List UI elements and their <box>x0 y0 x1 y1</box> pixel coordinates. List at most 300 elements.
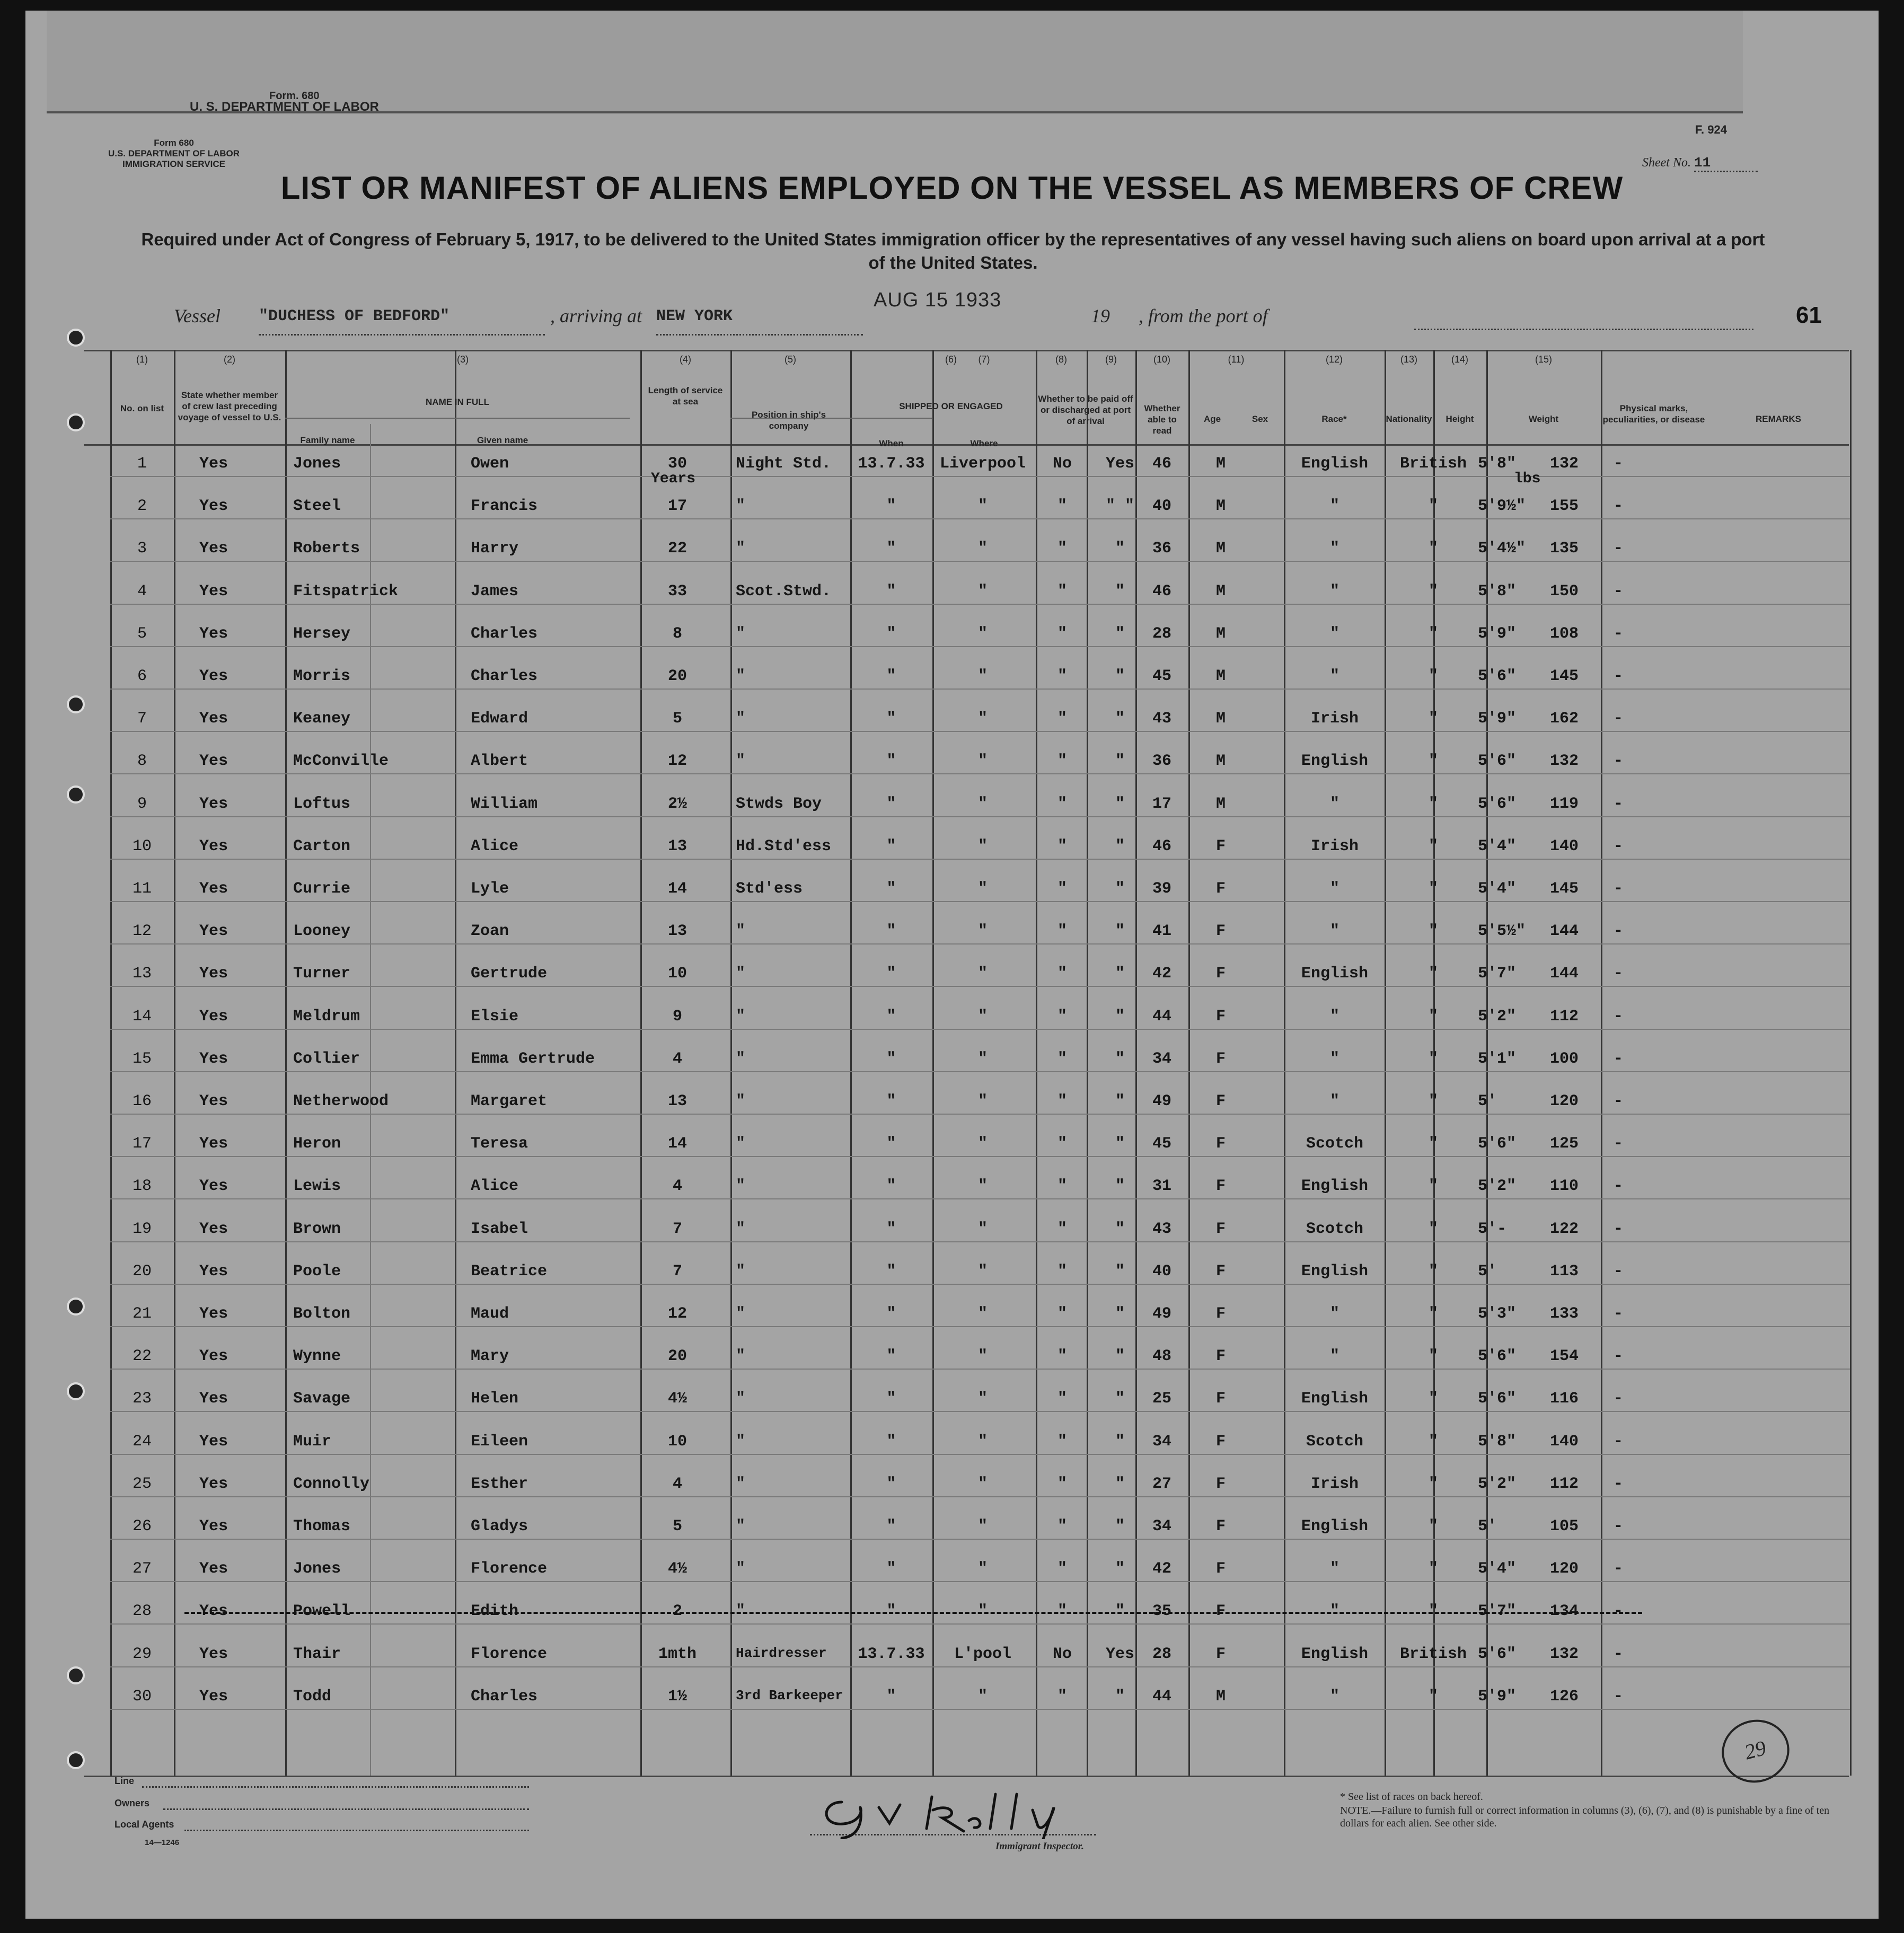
cell-age: 40 <box>1152 1263 1171 1281</box>
row-rule <box>110 1581 1850 1582</box>
footer-agents-field <box>184 1830 529 1831</box>
cell-where: " <box>977 1305 988 1323</box>
form-dept: U.S. DEPARTMENT OF LABOR <box>108 148 240 158</box>
cell-family-name: Looney <box>293 922 351 940</box>
column-number: (4) <box>680 354 691 365</box>
cell-physical: - <box>1613 1008 1623 1026</box>
cell-member: Yes <box>199 922 228 940</box>
cell-weight: 116 <box>1549 1390 1579 1408</box>
arriving-label: , arriving at <box>550 305 642 326</box>
cell-race: " <box>1329 582 1339 601</box>
strike-through-row-28 <box>184 1612 1642 1616</box>
cell-given-name: Charles <box>471 667 538 685</box>
cell-read: " <box>1115 1305 1125 1323</box>
page-title: LIST OR MANIFEST OF ALIENS EMPLOYED ON THE VESSEL AS MEMBERS OF CREW <box>280 170 1624 206</box>
header-race: Race* <box>1321 414 1347 424</box>
cell-read: Yes <box>1105 455 1134 473</box>
cell-member: Yes <box>199 1220 228 1238</box>
cell-height: 5'8" <box>1478 455 1517 473</box>
cell-read: " <box>1115 667 1125 685</box>
cell-physical: - <box>1613 1135 1623 1153</box>
cell-height: 5'6" <box>1478 667 1517 685</box>
cell-sex: F <box>1215 880 1226 898</box>
cell-paid-off: " <box>1057 1602 1067 1620</box>
cell-length: 13 <box>667 922 687 940</box>
cell-sex: F <box>1215 1050 1226 1068</box>
cell-nationality: " <box>1428 1390 1438 1408</box>
header-read: Whether able to read <box>1144 403 1180 436</box>
cell-sex: F <box>1215 1560 1226 1578</box>
cell-weight: 162 <box>1549 710 1579 728</box>
cell-height: 5'7" <box>1478 965 1517 983</box>
row-rule <box>110 604 1850 605</box>
cell-race: Scotch <box>1306 1220 1364 1238</box>
cell-nationality: " <box>1428 1347 1438 1365</box>
cell-member: Yes <box>199 1390 228 1408</box>
cell-length: 5 <box>672 710 682 728</box>
cell-family-name: Muir <box>293 1433 332 1451</box>
cell-given-name: Elsie <box>471 1008 519 1026</box>
cell-length: 33 <box>667 582 687 601</box>
cell-given-name: Alice <box>471 837 519 855</box>
table-bottom-border <box>84 1776 1849 1777</box>
cell-paid-off: " <box>1057 1347 1067 1365</box>
cell-weight: 144 <box>1549 922 1579 940</box>
cell-height: 5'2" <box>1478 1008 1517 1026</box>
cell-paid-off: " <box>1057 1092 1067 1110</box>
cell-no: 6 <box>137 667 147 685</box>
cell-given-name: Mary <box>471 1347 509 1365</box>
cell-when: " <box>886 1008 896 1026</box>
column-number: (10) <box>1153 354 1170 365</box>
cell-where: " <box>977 1263 988 1281</box>
cell-position: " <box>736 1050 746 1068</box>
cell-no: 11 <box>132 880 152 898</box>
cell-given-name: Florence <box>471 1560 548 1578</box>
cell-when: " <box>886 1517 896 1535</box>
header-no: No. on list <box>120 403 164 413</box>
cell-when: " <box>886 880 896 898</box>
cell-read: " <box>1115 1602 1125 1620</box>
cell-where: " <box>977 540 988 558</box>
column-number: (6) <box>945 354 957 365</box>
cell-member: Yes <box>199 582 228 601</box>
cell-weight: 155 <box>1549 497 1579 515</box>
cell-race: Scotch <box>1306 1433 1364 1451</box>
header-length: Length of service at sea <box>648 385 723 407</box>
cell-height: 5'6" <box>1478 1347 1517 1365</box>
cell-length: 7 <box>672 1220 682 1238</box>
cell-no: 25 <box>132 1475 152 1493</box>
cell-given-name: Gladys <box>471 1517 528 1535</box>
cell-length: 4 <box>672 1177 682 1195</box>
cell-weight: 132 <box>1549 1645 1579 1663</box>
cell-weight: 120 <box>1549 1092 1579 1110</box>
cell-where: " <box>977 1517 988 1535</box>
cell-age: 28 <box>1152 625 1171 643</box>
cell-sex: M <box>1215 625 1226 643</box>
cell-race: Irish <box>1310 1475 1359 1493</box>
cell-position: " <box>736 1092 746 1110</box>
stub-form: Form. 680 <box>269 90 320 102</box>
cell-when: " <box>886 667 896 685</box>
column-divider <box>730 350 732 1776</box>
cell-read: " <box>1115 837 1125 855</box>
cell-weight: 133 <box>1549 1305 1579 1323</box>
cell-given-name: Eileen <box>471 1433 528 1451</box>
arrival-port: NEW YORK <box>656 307 863 336</box>
cell-member: Yes <box>199 1008 228 1026</box>
row-rule <box>110 1411 1850 1412</box>
cell-paid-off: " <box>1057 922 1067 940</box>
cell-sex: F <box>1215 1433 1226 1451</box>
cell-member: Yes <box>199 1433 228 1451</box>
cell-where: " <box>977 625 988 643</box>
cell-age: 44 <box>1152 1688 1171 1706</box>
form-code: F. 924 <box>1695 123 1727 136</box>
cell-where: " <box>977 752 988 770</box>
cell-age: 45 <box>1152 667 1171 685</box>
cell-read: " <box>1115 1220 1125 1238</box>
row-rule <box>110 901 1850 902</box>
cell-paid-off: " <box>1057 625 1067 643</box>
cell-no: 22 <box>132 1347 152 1365</box>
from-port-label: , from the port of <box>1139 305 1268 326</box>
cell-when: " <box>886 1135 896 1153</box>
cell-physical: - <box>1613 710 1623 728</box>
cell-age: 42 <box>1152 1560 1171 1578</box>
cell-length: 1mth <box>658 1645 697 1663</box>
form-number: Form 680 <box>154 138 194 148</box>
cell-given-name: James <box>471 582 519 601</box>
cell-where: " <box>977 667 988 685</box>
cell-position: " <box>736 922 746 940</box>
cell-read: " <box>1115 922 1125 940</box>
table-top-border <box>84 350 1849 351</box>
cell-height: 5'4½" <box>1478 540 1526 558</box>
row-rule <box>110 773 1850 774</box>
cell-given-name: William <box>471 795 538 813</box>
cell-given-name: Beatrice <box>471 1263 548 1281</box>
cell-family-name: Wynne <box>293 1347 341 1365</box>
cell-age: 49 <box>1152 1305 1171 1323</box>
cell-sex: M <box>1215 710 1226 728</box>
cell-read: " <box>1115 1263 1125 1281</box>
cell-no: 20 <box>132 1263 152 1281</box>
cell-no: 26 <box>132 1517 152 1535</box>
cell-height: 5'5½" <box>1478 922 1526 940</box>
cell-nationality: " <box>1428 1008 1438 1026</box>
cell-no: 24 <box>132 1433 152 1451</box>
cell-physical: - <box>1613 1688 1623 1706</box>
column-divider <box>285 350 287 1776</box>
cell-height: 5'6" <box>1478 1390 1517 1408</box>
signature-svg <box>810 1786 1096 1839</box>
cell-given-name: Edith <box>471 1602 519 1620</box>
inspector-label: Immigrant Inspector. <box>995 1841 1084 1852</box>
cell-nationality: " <box>1428 1135 1438 1153</box>
cell-position: " <box>736 497 746 515</box>
cell-read: " <box>1115 1475 1125 1493</box>
cell-physical: - <box>1613 1177 1623 1195</box>
cell-race: English <box>1301 1517 1369 1535</box>
cell-sex: F <box>1215 1390 1226 1408</box>
cell-member: Yes <box>199 1050 228 1068</box>
cell-race: " <box>1329 880 1339 898</box>
cell-when: " <box>886 922 896 940</box>
cell-age: 46 <box>1152 837 1171 855</box>
cell-read: " <box>1115 625 1125 643</box>
cell-race: English <box>1301 1645 1369 1663</box>
cell-sex: M <box>1215 497 1226 515</box>
cell-nationality: " <box>1428 965 1438 983</box>
row-rule <box>110 1114 1850 1115</box>
cell-given-name: Albert <box>471 752 528 770</box>
cell-no: 1 <box>137 455 147 473</box>
cell-length: 7 <box>672 1263 682 1281</box>
row-rule <box>110 1029 1850 1030</box>
column-divider <box>1601 350 1602 1776</box>
cell-race: English <box>1301 1390 1369 1408</box>
cell-weight: 113 <box>1549 1263 1579 1281</box>
header-when: When <box>879 438 904 448</box>
cell-weight: 122 <box>1549 1220 1579 1238</box>
cell-age: 44 <box>1152 1008 1171 1026</box>
row-rule <box>110 518 1850 519</box>
header-height: Height <box>1445 414 1474 424</box>
cell-position: " <box>736 1220 746 1238</box>
cell-given-name: Harry <box>471 540 519 558</box>
cell-when: " <box>886 795 896 813</box>
cell-nationality: " <box>1428 710 1438 728</box>
cell-when: " <box>886 1433 896 1451</box>
cell-paid-off: " <box>1057 1305 1067 1323</box>
column-divider <box>1284 350 1285 1776</box>
cell-nationality: " <box>1428 1688 1438 1706</box>
cell-weight: 100 <box>1549 1050 1579 1068</box>
row-rule <box>110 1198 1850 1199</box>
cell-member: Yes <box>199 880 228 898</box>
cell-age: 28 <box>1152 1645 1171 1663</box>
cell-age: 25 <box>1152 1390 1171 1408</box>
cell-physical: - <box>1613 625 1623 643</box>
cell-height: 5'6" <box>1478 1645 1517 1663</box>
cell-family-name: Meldrum <box>293 1008 360 1026</box>
cell-when: " <box>886 625 896 643</box>
cell-physical: - <box>1613 965 1623 983</box>
cell-height: 5'6" <box>1478 1135 1517 1153</box>
cell-no: 8 <box>137 752 147 770</box>
column-number: (2) <box>224 354 235 365</box>
cell-physical: - <box>1613 540 1623 558</box>
row-rule <box>110 1156 1850 1157</box>
footer-code: 14—1246 <box>145 1838 180 1847</box>
cell-nationality: " <box>1428 752 1438 770</box>
cell-length: 22 <box>667 540 687 558</box>
cell-race: English <box>1301 455 1369 473</box>
cell-where: " <box>977 1092 988 1110</box>
cell-nationality: " <box>1428 1475 1438 1493</box>
cell-sex: F <box>1215 837 1226 855</box>
cell-age: 48 <box>1152 1347 1171 1365</box>
cell-height: 5'8" <box>1478 582 1517 601</box>
cell-weight: 145 <box>1549 667 1579 685</box>
cell-given-name: Edward <box>471 710 528 728</box>
cell-member: Yes <box>199 1645 228 1663</box>
cell-given-name: Alice <box>471 1177 519 1195</box>
cell-position: " <box>736 1517 746 1535</box>
cell-when: " <box>886 1220 896 1238</box>
cell-where: " <box>977 1433 988 1451</box>
row-rule <box>110 1326 1850 1327</box>
cell-paid-off: " <box>1057 1517 1067 1535</box>
weight-unit-label: lbs <box>1514 471 1541 487</box>
cell-no: 3 <box>137 540 147 558</box>
cell-where: " <box>977 497 988 515</box>
cell-physical: - <box>1613 1092 1623 1110</box>
cell-family-name: Currie <box>293 880 351 898</box>
cell-where: " <box>977 795 988 813</box>
column-divider <box>1188 350 1190 1776</box>
cell-nationality: " <box>1428 625 1438 643</box>
cell-when: " <box>886 1560 896 1578</box>
header-position: Position in ship's company <box>751 410 826 431</box>
cell-age: 27 <box>1152 1475 1171 1493</box>
cell-race: " <box>1329 1347 1339 1365</box>
cell-given-name: Zoan <box>471 922 509 940</box>
cell-given-name: Esther <box>471 1475 528 1493</box>
cell-physical: - <box>1613 455 1623 473</box>
vessel-name: "DUCHESS OF BEDFORD" <box>259 307 545 336</box>
cell-read: " <box>1115 752 1125 770</box>
cell-age: 39 <box>1152 880 1171 898</box>
cell-position: " <box>736 1390 746 1408</box>
cell-age: 46 <box>1152 455 1171 473</box>
header-physical: Physical marks, peculiarities, or disease <box>1602 403 1705 425</box>
column-divider <box>1087 350 1088 1776</box>
page-subtitle: Required under Act of Congress of February 5, 1917, to be delivered to the United States immigration officer by the representatives of any vessel having such aliens on board upon arrival at a port of the United States. <box>141 230 1765 272</box>
footer-line-field <box>142 1786 529 1788</box>
cell-paid-off: " <box>1057 1433 1067 1451</box>
cell-family-name: McConville <box>293 752 389 770</box>
cell-where: " <box>977 1688 988 1706</box>
cell-given-name: Maud <box>471 1305 509 1323</box>
cell-race: " <box>1329 795 1339 813</box>
cell-family-name: Powell <box>293 1602 351 1620</box>
sheet-value: 11 <box>1694 155 1758 172</box>
cell-member: Yes <box>199 1560 228 1578</box>
footer-owners-field <box>163 1808 529 1810</box>
cell-no: 18 <box>132 1177 152 1195</box>
cell-physical: - <box>1613 1347 1623 1365</box>
cell-no: 13 <box>132 965 152 983</box>
cell-family-name: Hersey <box>293 625 351 643</box>
cell-weight: 125 <box>1549 1135 1579 1153</box>
cell-physical: - <box>1613 667 1623 685</box>
cell-where: " <box>977 965 988 983</box>
column-number: (7) <box>978 354 990 365</box>
cell-when: 13.7.33 <box>858 1645 925 1663</box>
cell-position: Hd.Std'ess <box>736 837 832 855</box>
cell-race: " <box>1329 1560 1339 1578</box>
row-rule <box>110 1709 1850 1710</box>
column-number: (12) <box>1325 354 1343 365</box>
cell-sex: F <box>1215 1177 1226 1195</box>
cell-no: 29 <box>132 1645 152 1663</box>
cell-family-name: Roberts <box>293 540 360 558</box>
cell-height: 5'6" <box>1478 752 1517 770</box>
cell-given-name: Isabel <box>471 1220 528 1238</box>
cell-family-name: Steel <box>293 497 341 515</box>
cell-when: " <box>886 1602 896 1620</box>
cell-position: " <box>736 1008 746 1026</box>
inspector-signature-line <box>810 1786 1096 1835</box>
cell-race: English <box>1301 1177 1369 1195</box>
cell-position: " <box>736 965 746 983</box>
name-subheader-line <box>285 418 630 419</box>
form-service: IMMIGRATION SERVICE <box>122 159 225 169</box>
cell-when: " <box>886 1050 896 1068</box>
row-rule <box>110 1539 1850 1540</box>
cell-weight: 132 <box>1549 455 1579 473</box>
header-paid-off: Whether to be paid off or discharged at port of arrival <box>1038 394 1133 426</box>
vessel-label: Vessel <box>174 305 221 326</box>
cell-sex: F <box>1215 1220 1226 1238</box>
cell-length: 20 <box>667 1347 687 1365</box>
cell-when: " <box>886 965 896 983</box>
column-number: (14) <box>1451 354 1468 365</box>
cell-paid-off: " <box>1057 880 1067 898</box>
cell-no: 9 <box>137 795 147 813</box>
cell-race: " <box>1329 1092 1339 1110</box>
cell-age: 43 <box>1152 710 1171 728</box>
cell-where: " <box>977 1220 988 1238</box>
cell-family-name: Heron <box>293 1135 341 1153</box>
cell-where: " <box>977 1135 988 1153</box>
column-number: (3) <box>457 354 469 365</box>
cell-height: 5' <box>1478 1263 1497 1281</box>
cell-physical: - <box>1613 1645 1623 1663</box>
cell-age: 34 <box>1152 1517 1171 1535</box>
cell-given-name: Emma Gertrude <box>471 1050 595 1068</box>
cell-length: 12 <box>667 752 687 770</box>
cell-height: 5'7" <box>1478 1602 1517 1620</box>
row-rule <box>110 561 1850 562</box>
cell-physical: - <box>1613 837 1623 855</box>
cell-when: 13.7.33 <box>858 455 925 473</box>
column-divider <box>1850 350 1852 1776</box>
cell-sex: F <box>1215 965 1226 983</box>
cell-position: " <box>736 1347 746 1365</box>
cell-member: Yes <box>199 837 228 855</box>
cell-paid-off: " <box>1057 1008 1067 1026</box>
cell-when: " <box>886 1475 896 1493</box>
cell-length: 1½ <box>667 1688 687 1706</box>
cell-length: 13 <box>667 1092 687 1110</box>
cell-where: " <box>977 1050 988 1068</box>
cell-read: " <box>1115 1688 1125 1706</box>
cell-no: 23 <box>132 1390 152 1408</box>
cell-read: " <box>1115 1050 1125 1068</box>
cell-physical: - <box>1613 1220 1623 1238</box>
cell-weight: 119 <box>1549 795 1579 813</box>
cell-read: " <box>1115 1517 1125 1535</box>
cell-height: 5'9" <box>1478 710 1517 728</box>
cell-when: " <box>886 837 896 855</box>
cell-family-name: Jones <box>293 455 341 473</box>
cell-length: 8 <box>672 625 682 643</box>
cell-age: 34 <box>1152 1050 1171 1068</box>
